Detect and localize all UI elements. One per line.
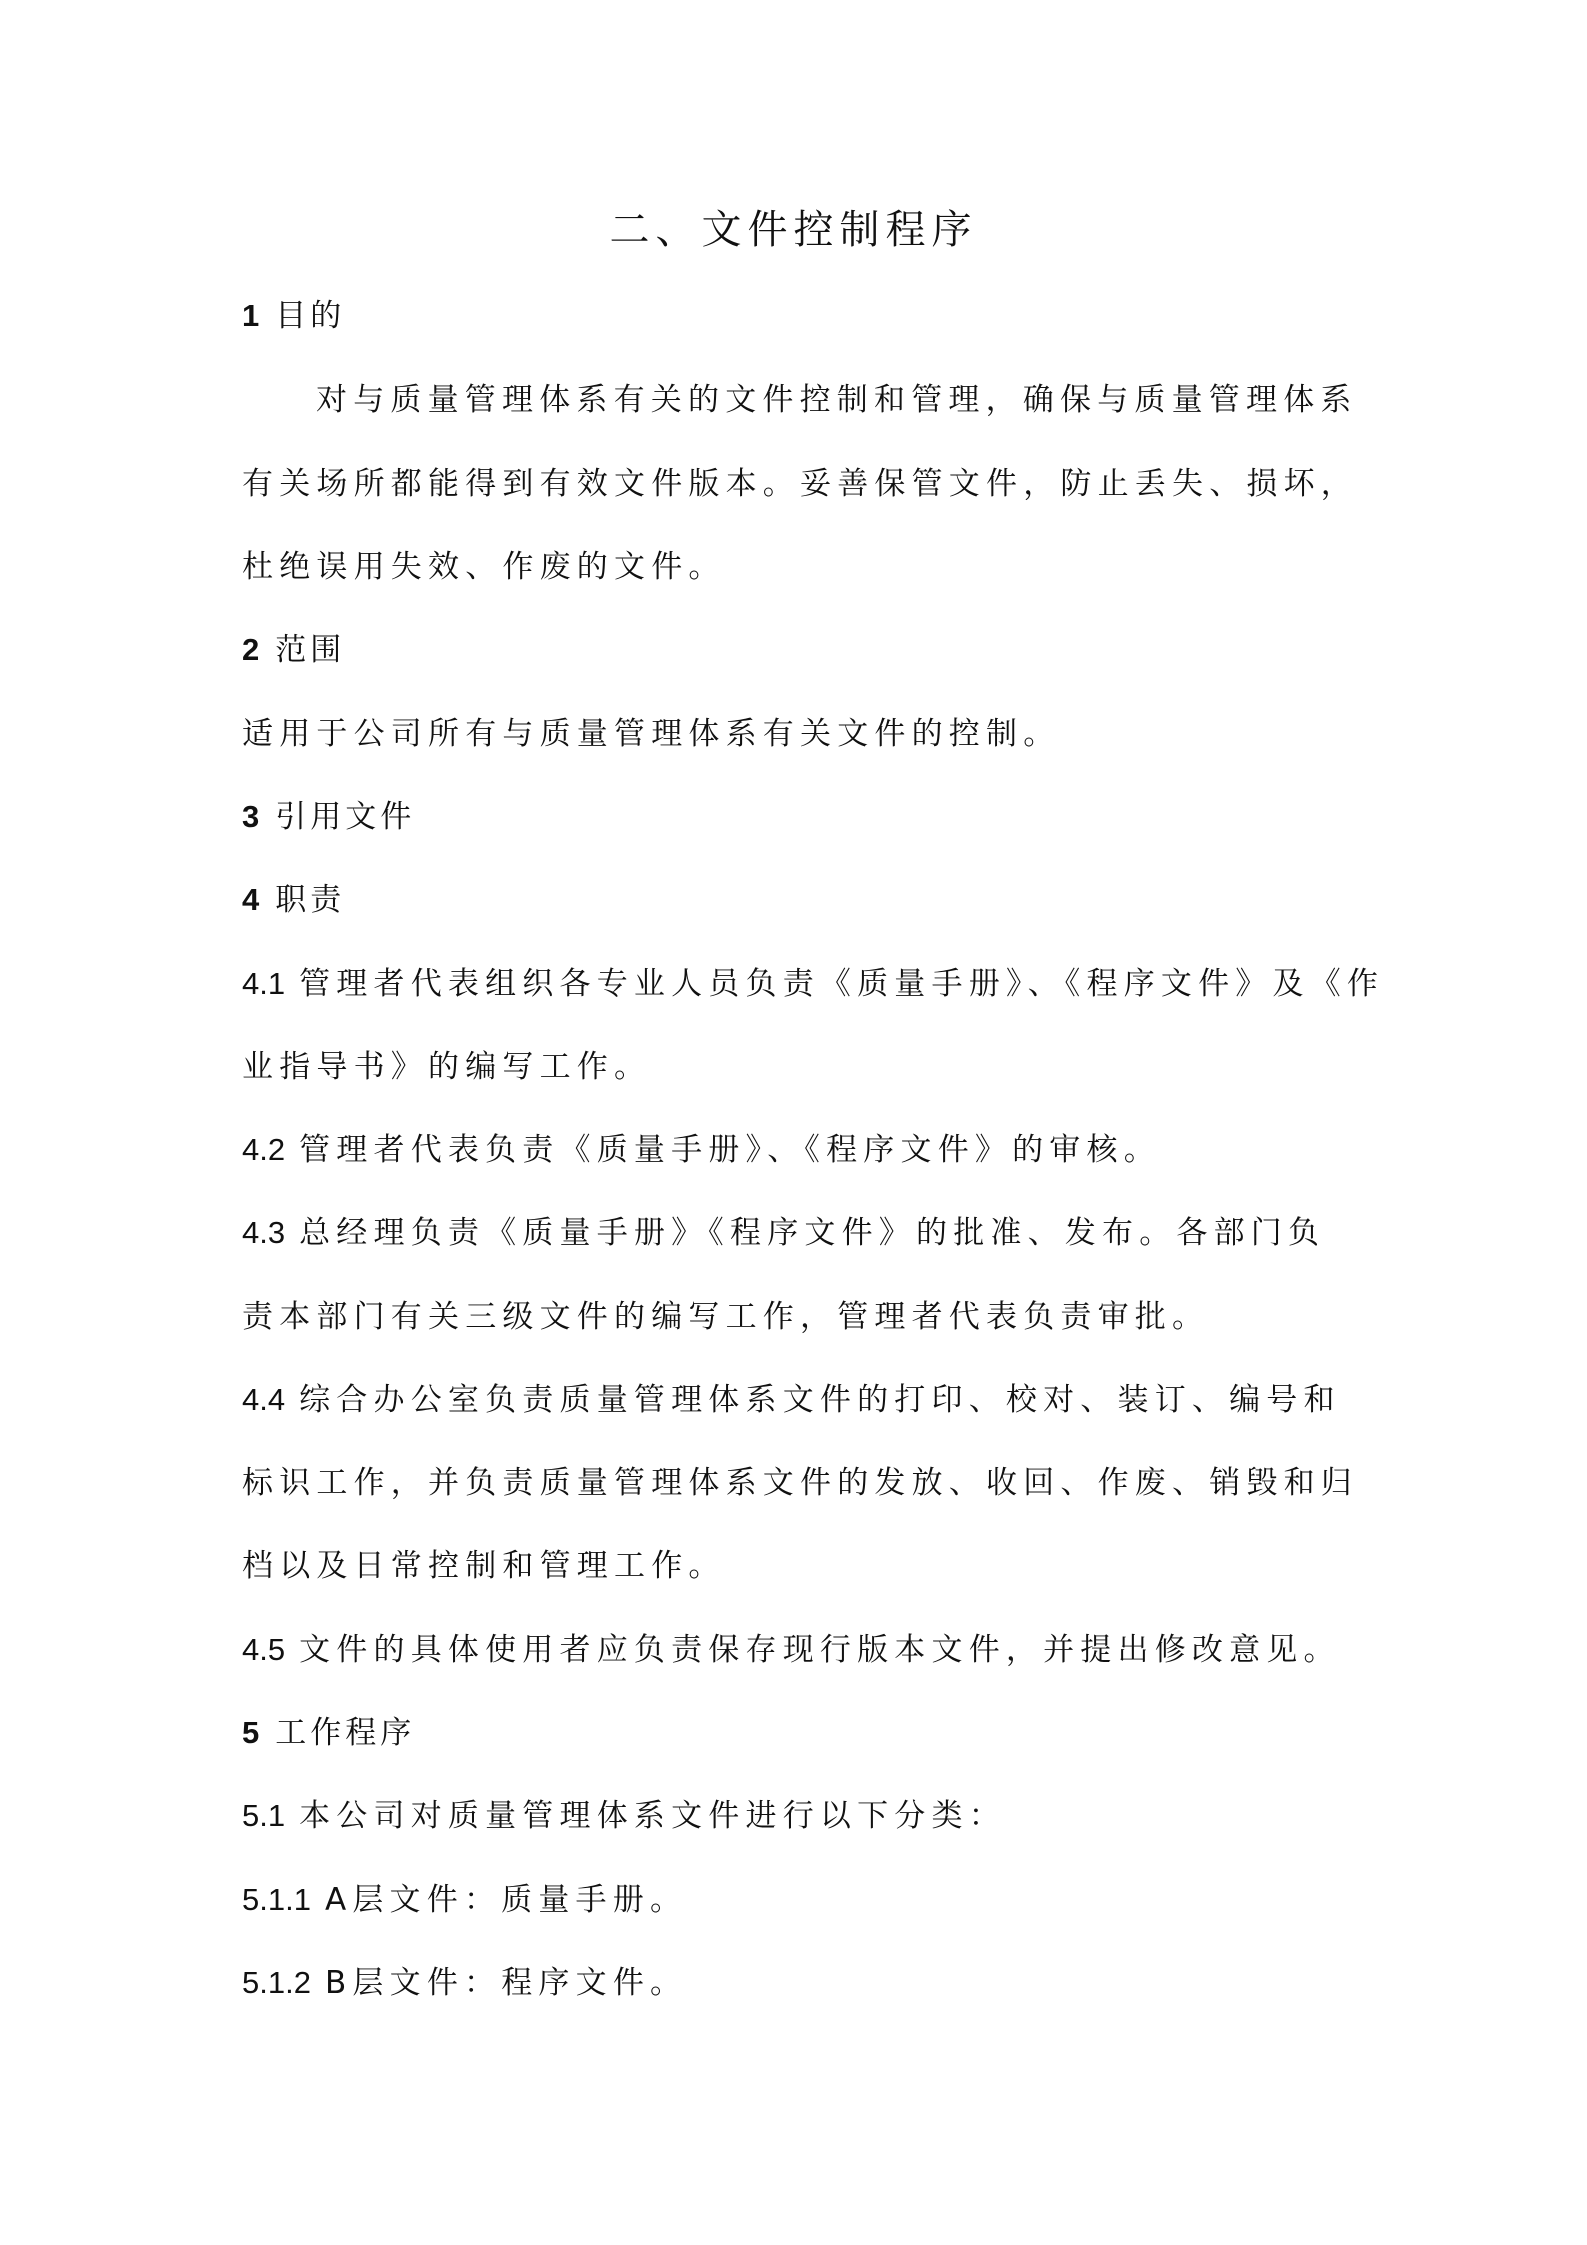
section-title: 工作程序 [275,1715,416,1751]
clause-text: 文件的具体使用者应负责保存现行版本文件，并提出修改意见。 [299,1632,1341,1668]
section-heading-references [242,797,1352,837]
paragraph-line: 有关场所都能得到有效文件版本。妥善保管文件，防止丢失、损坏， [242,466,1358,502]
section-title: 引用文件 [275,799,416,835]
clause-text: 管理者代表组织各专业人员负责《质量手册》、《程序文件》及《作 [299,966,1385,1002]
clause-4-3-line [242,1213,1352,1253]
clause-number: 4.5 [242,1632,286,1667]
clause-4-2-line [242,1130,1352,1170]
paragraph-line: 对与质量管理体系有关的文件控制和管理，确保与质量管理体系 [316,382,1358,418]
clause-text: 本公司对质量管理体系文件进行以下分类： [299,1798,1006,1834]
clause-text: A层文件：质量手册。 [324,1882,688,1918]
paragraph-line: 适用于公司所有与质量管理体系有关文件的控制。 [242,716,1061,752]
section-heading-procedure [242,1713,1352,1753]
clause-number: 5.1.2 [242,1965,311,2000]
section-heading-scope [242,630,1352,670]
clause-text: 综合办公室负责质量管理体系文件的打印、校对、装订、编号和 [299,1382,1341,1418]
section-number: 2 [242,632,260,667]
clause-5-1-1-line [242,1880,1352,1920]
section-title: 职责 [275,882,346,918]
section-number: 3 [242,799,260,834]
section-heading-responsibilities [242,880,1352,920]
paragraph-line: 业指导书》的编写工作。 [242,1049,652,1085]
clause-number: 4.2 [242,1132,286,1167]
clause-number: 4.1 [242,966,286,1001]
clause-text: B层文件：程序文件。 [324,1965,688,2001]
page-title: 二、文件控制程序 [609,207,978,253]
clause-number: 5.1 [242,1798,286,1833]
section-heading-purpose [242,296,1352,336]
clause-number: 4.4 [242,1382,286,1417]
paragraph-line: 杜绝误用失效、作废的文件。 [242,549,726,585]
clause-5-1-line [242,1796,1352,1836]
paragraph-line: 标识工作，并负责质量管理体系文件的发放、收回、作废、销毁和归 [242,1465,1358,1501]
clause-text: 总经理负责《质量手册》《程序文件》的批准、发布。各部门负 [299,1215,1326,1251]
clause-text: 管理者代表负责《质量手册》、《程序文件》的审核。 [299,1132,1161,1168]
clause-4-4-line [242,1380,1352,1420]
paragraph-line: 档以及日常控制和管理工作。 [242,1548,726,1584]
clause-5-1-2-line [242,1963,1352,2003]
section-title: 目的 [275,298,346,334]
clause-number: 5.1.1 [242,1882,311,1917]
section-number: 1 [242,298,260,333]
section-title: 范围 [275,632,346,668]
section-number: 5 [242,1715,260,1750]
clause-4-1-line [242,964,1385,1004]
section-number: 4 [242,882,260,917]
paragraph-line: 责本部门有关三级文件的编写工作，管理者代表负责审批。 [242,1299,1210,1335]
clause-number: 4.3 [242,1215,286,1250]
clause-4-5-line [242,1630,1352,1670]
